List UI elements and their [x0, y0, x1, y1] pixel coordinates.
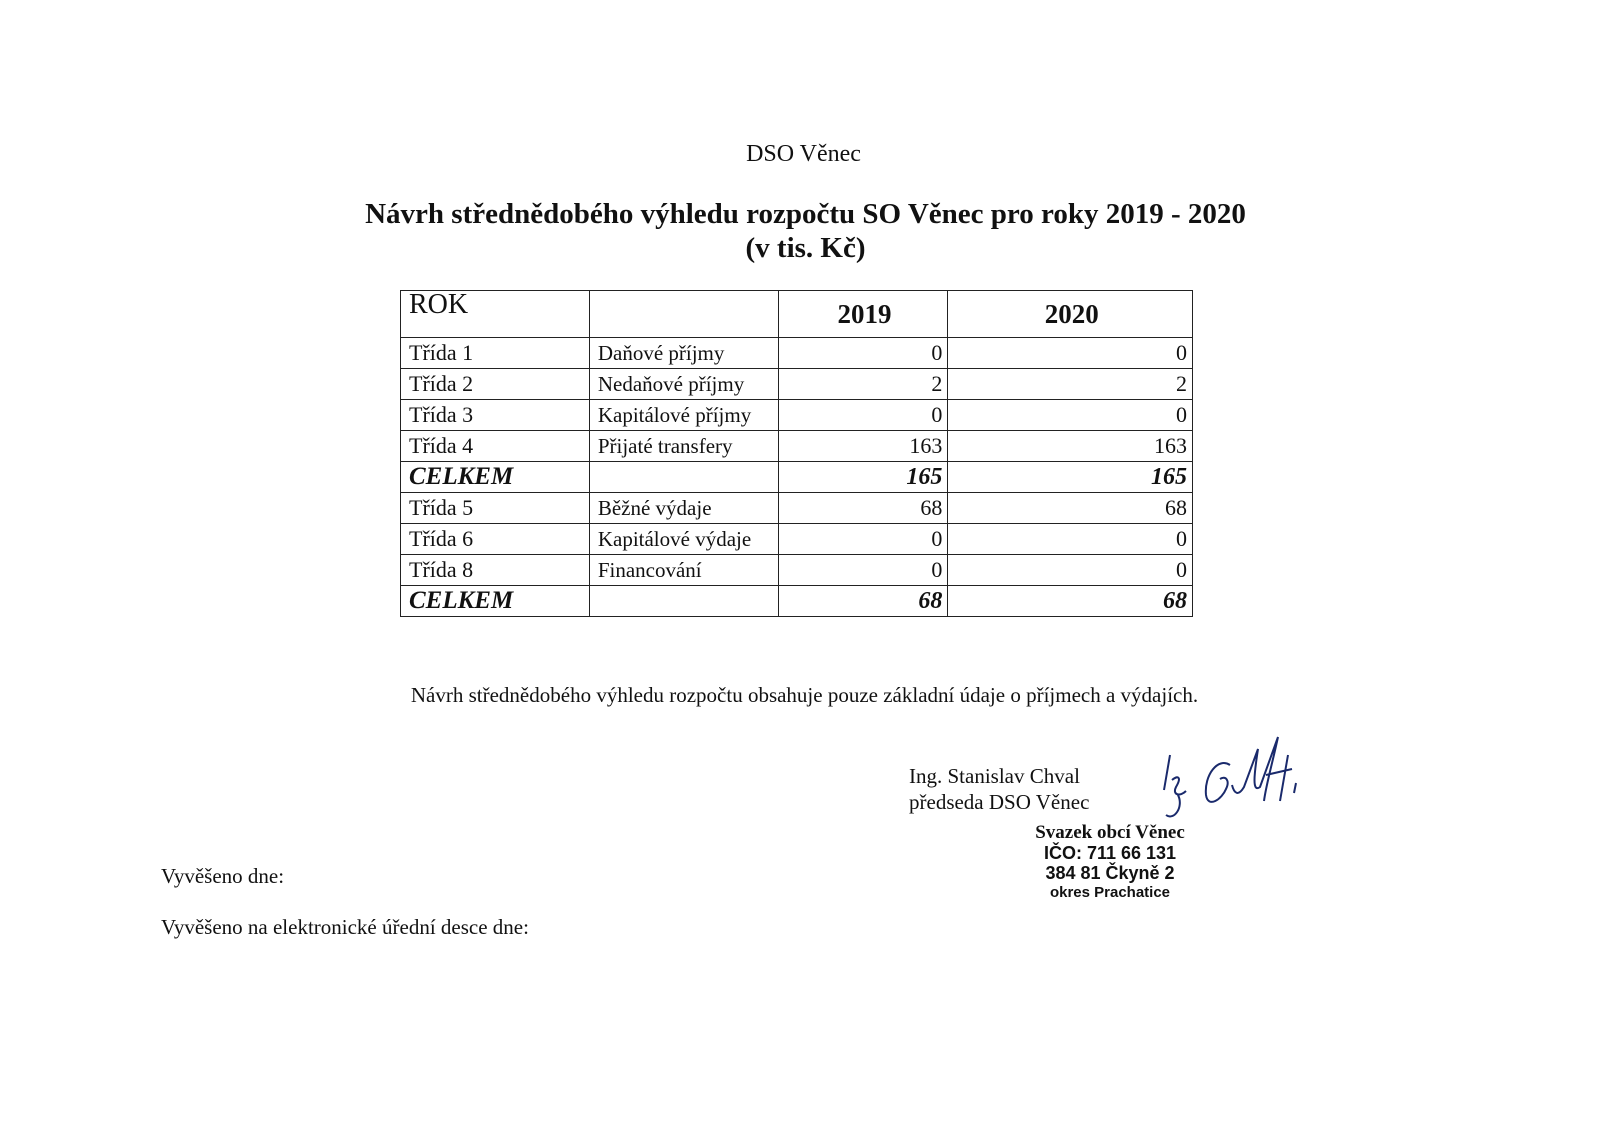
- budget-table: [400, 290, 1193, 617]
- row-class: Třída 4: [401, 431, 590, 462]
- signer-name: Ing. Stanislav Chval: [909, 764, 1080, 788]
- row-value-2019: 68: [778, 493, 948, 524]
- table-row: [401, 338, 1193, 369]
- row-class: Třída 2: [401, 369, 590, 400]
- row-value-2019: 0: [778, 338, 948, 369]
- title-line-2: (v tis. Kč): [745, 232, 866, 264]
- official-stamp: [1000, 823, 1220, 903]
- row-class: Třída 1: [401, 338, 590, 369]
- posted-electronic-label: Vyvěšeno na elektronické úřední desce dne:: [161, 915, 529, 939]
- row-value-2019: 2: [778, 369, 948, 400]
- row-value-2019: 0: [778, 400, 948, 431]
- total-label: CELKEM: [401, 586, 590, 617]
- signer-block: [909, 763, 1089, 815]
- row-value-2019: 0: [778, 524, 948, 555]
- row-class: Třída 6: [401, 524, 590, 555]
- row-value-2020: 163: [948, 431, 1193, 462]
- row-value-2020: 0: [948, 524, 1193, 555]
- table-row: [401, 431, 1193, 462]
- row-description: Kapitálové výdaje: [589, 524, 778, 555]
- posted-date-label: Vyvěšeno dne:: [161, 864, 285, 888]
- table-row: [401, 369, 1193, 400]
- note-text: Návrh střednědobého výhledu rozpočtu obsahuje pouze základní údaje o příjmech a výdajích.: [410, 683, 1199, 707]
- row-description: Kapitálové příjmy: [589, 400, 778, 431]
- total-value-2019: 68: [778, 586, 948, 617]
- row-description: Financování: [589, 555, 778, 586]
- row-value-2020: 2: [948, 369, 1193, 400]
- row-description: Nedaňové příjmy: [589, 369, 778, 400]
- row-class: Třída 3: [401, 400, 590, 431]
- stamp-line-2: IČO: 711 66 131: [1043, 843, 1177, 863]
- document-title: [0, 197, 1599, 265]
- total-value-2020: 165: [948, 462, 1193, 493]
- row-description: Běžné výdaje: [589, 493, 778, 524]
- row-description: Přijaté transfery: [589, 431, 778, 462]
- row-value-2019: 163: [778, 431, 948, 462]
- stamp-line-1: Svazek obcí Věnec: [1035, 822, 1185, 843]
- table-row: [401, 524, 1193, 555]
- row-description: Daňové příjmy: [589, 338, 778, 369]
- expense-total-row: [401, 586, 1193, 617]
- row-class: Třída 5: [401, 493, 590, 524]
- stamp-line-3: 384 81 Čkyně 2: [1045, 863, 1175, 883]
- stamp-line-4: okres Prachatice: [1049, 884, 1171, 901]
- row-value-2019: 0: [778, 555, 948, 586]
- income-total-row: [401, 462, 1193, 493]
- handwritten-signature: [1160, 735, 1330, 835]
- row-value-2020: 0: [948, 338, 1193, 369]
- row-class: Třída 8: [401, 555, 590, 586]
- table-row: [401, 400, 1193, 431]
- header-rok: ROK: [401, 291, 590, 338]
- total-value-2019: 165: [778, 462, 948, 493]
- signer-role: předseda DSO Věnec: [909, 790, 1090, 814]
- row-value-2020: 0: [948, 400, 1193, 431]
- table-header-row: [401, 291, 1193, 338]
- title-line-1: Návrh střednědobého výhledu rozpočtu SO Věnec pro roky 2019 - 2020: [365, 198, 1246, 230]
- row-value-2020: 68: [948, 493, 1193, 524]
- header-year-2019: 2019: [778, 291, 948, 338]
- organization-name: DSO Věnec: [746, 141, 861, 167]
- total-blank: [589, 586, 778, 617]
- table-row: [401, 493, 1193, 524]
- total-blank: [589, 462, 778, 493]
- row-value-2020: 0: [948, 555, 1193, 586]
- total-value-2020: 68: [948, 586, 1193, 617]
- header-year-2020: 2020: [948, 291, 1193, 338]
- header-blank: [589, 291, 778, 338]
- table-row: [401, 555, 1193, 586]
- total-label: CELKEM: [401, 462, 590, 493]
